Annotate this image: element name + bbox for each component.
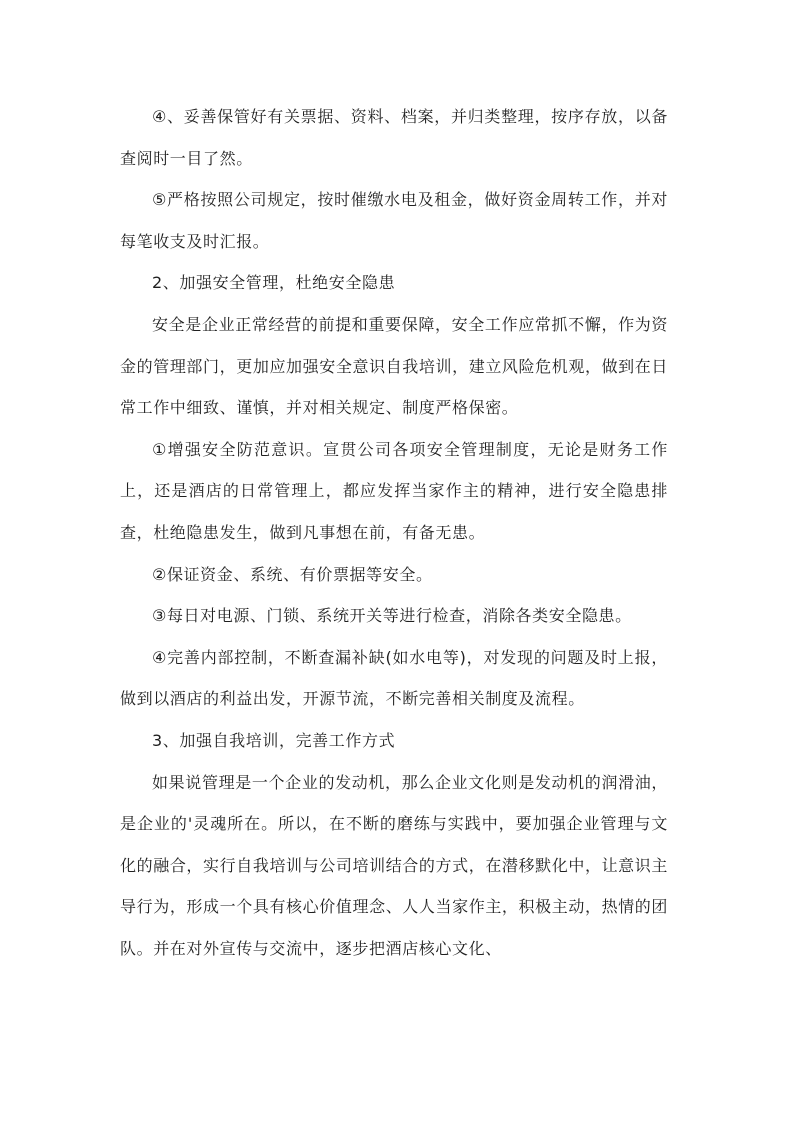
paragraph-safety-item-3: ③每日对电源、门锁、系统开关等进行检查，消除各类安全隐患。 xyxy=(152,606,632,626)
paragraph-training-intro: 如果说管理是一个企业的发动机，那么企业文化则是发动机的润滑油，是企业的'灵魂所在。所以，在不断的磨练与实践中，要加强企业管理与文化的融合，实行自我培训与公司培训结合的方式，在潜移默化中，让意识主导行为，形成一个具有核心价值理念、人人当家作主，积极主动，热情的团队。并在对外宣传与交流中，逐步把酒店核心文化、 xyxy=(120,772,668,958)
paragraph-item-5-collection: ⑤严格按照公司规定，按时催缴水电及租金，做好资金周转工作，并对每笔收支及时汇报。 xyxy=(120,190,668,251)
paragraph-safety-item-2: ②保证资金、系统、有价票据等安全。 xyxy=(152,564,433,584)
section-heading-training: 3、加强自我培训，完善工作方式 xyxy=(152,730,396,750)
paragraph-safety-item-1: ①增强安全防范意识。宣贯公司各项安全管理制度，无论是财务工作上，还是酒店的日常管理上，都应发挥当家作主的精神，进行安全隐患排查，杜绝隐患发生，做到凡事想在前，有备无患。 xyxy=(120,439,668,542)
document-body xyxy=(120,96,668,969)
paragraph-item-4-archives: ④、妥善保管好有关票据、资料、档案，并归类整理，按序存放，以备查阅时一目了然。 xyxy=(120,107,668,168)
section-heading-safety: 2、加强安全管理，杜绝安全隐患 xyxy=(152,273,396,293)
paragraph-safety-intro: 安全是企业正常经营的前提和重要保障，安全工作应常抓不懈，作为资金的管理部门，更加应加强安全意识自我培训，建立风险危机观，做到在日常工作中细致、谨慎，并对相关规定、制度严格保密。 xyxy=(120,314,668,418)
paragraph-safety-item-4: ④完善内部控制，不断查漏补缺(如水电等)，对发现的问题及时上报，做到以酒店的利益出发，开源节流，不断完善相关制度及流程。 xyxy=(120,647,668,709)
